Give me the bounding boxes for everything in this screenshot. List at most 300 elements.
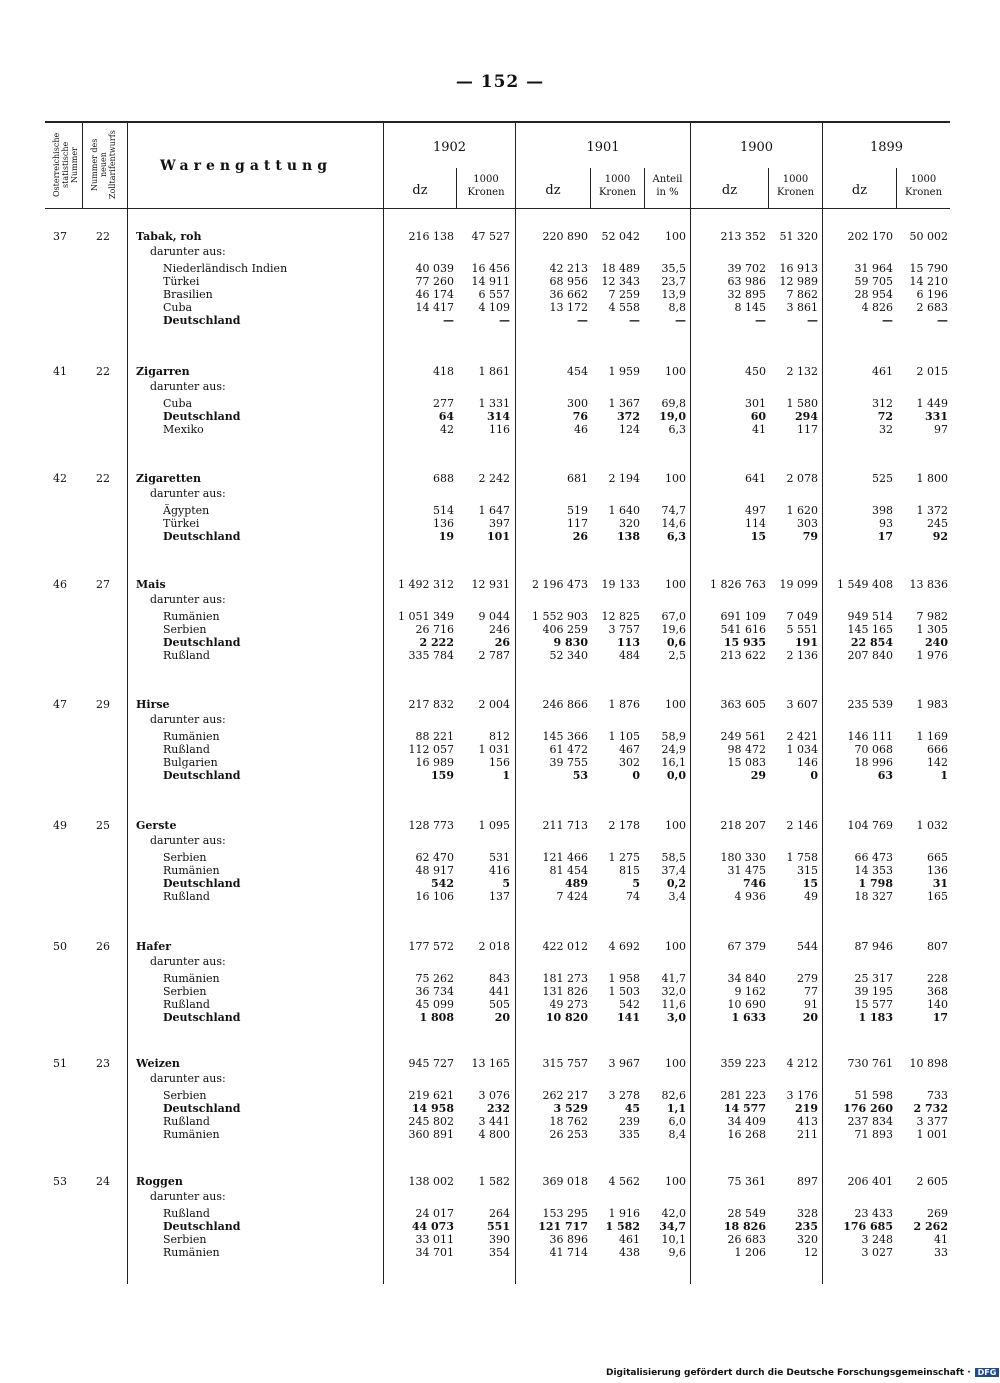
value-cell: 2 421 [786, 730, 818, 743]
value-cell: 93 [879, 517, 893, 530]
country-name: Rumänien [163, 972, 220, 985]
value-cell: 6,0 [668, 1115, 686, 1128]
value-cell: 3 176 [786, 1089, 818, 1102]
stat-number: 47 [53, 698, 67, 711]
value-cell: 46 [574, 423, 588, 436]
country-row [0, 410, 1000, 423]
value-cell: 2 146 [786, 819, 818, 832]
stat-number: 53 [53, 1175, 67, 1188]
value-cell: 406 259 [542, 623, 588, 636]
value-cell: 279 [797, 972, 818, 985]
value-cell: 15 [750, 530, 766, 543]
value-cell: 32 [879, 423, 893, 436]
value-cell: 416 [489, 864, 510, 877]
value-cell: 8 145 [734, 301, 766, 314]
value-cell: 52 340 [549, 649, 588, 662]
header-dz-1899: dz [851, 183, 868, 198]
country-row [0, 769, 1000, 782]
kronen-label: Kronen [776, 187, 815, 198]
value-cell: — [629, 314, 640, 327]
value-cell: 217 832 [408, 698, 454, 711]
value-cell: 165 [927, 890, 948, 903]
value-cell: 20 [802, 1011, 818, 1024]
value-cell: 3 076 [478, 1089, 510, 1102]
value-cell: 72 [877, 410, 893, 423]
value-cell: 688 [433, 472, 454, 485]
value-cell: 101 [487, 530, 510, 543]
value-cell: 12 825 [601, 610, 640, 623]
value-cell: 11,6 [661, 998, 686, 1011]
value-cell: 249 561 [720, 730, 766, 743]
country-name: Türkei [163, 517, 200, 530]
kronen-label: Kronen [598, 187, 637, 198]
country-row [0, 998, 1000, 1011]
value-cell: 176 260 [843, 1102, 893, 1115]
header-warengattung: Warengattung [160, 158, 332, 174]
country-name: Deutschland [163, 636, 241, 649]
value-cell: — [755, 314, 766, 327]
stat-number: 51 [53, 1057, 67, 1070]
commodity-name: Roggen [136, 1175, 183, 1188]
value-cell: — [499, 314, 510, 327]
year-1902: 1902 [432, 140, 467, 155]
value-cell: 0,6 [666, 636, 686, 649]
value-cell: 53 [572, 769, 588, 782]
zoll-number: 26 [96, 940, 110, 953]
zoll-number: 22 [96, 472, 110, 485]
value-cell: 91 [804, 998, 818, 1011]
country-row [0, 1089, 1000, 1102]
country-name: Deutschland [163, 410, 241, 423]
value-cell: 13 165 [471, 1057, 510, 1070]
value-cell: 131 826 [542, 985, 588, 998]
value-cell: 41 [934, 1233, 948, 1246]
value-cell: 92 [932, 530, 948, 543]
value-cell: 397 [489, 517, 510, 530]
country-name: Deutschland [163, 314, 241, 327]
col-divider-stat [82, 121, 83, 209]
country-row [0, 877, 1000, 890]
group-header-row [0, 472, 1000, 485]
value-cell: 145 165 [847, 623, 893, 636]
value-cell: 9 044 [478, 610, 510, 623]
value-cell: 1 305 [916, 623, 948, 636]
value-cell: 360 891 [408, 1128, 454, 1141]
country-name: Rußland [163, 890, 210, 903]
value-cell: 100 [665, 698, 686, 711]
value-cell: 32,0 [661, 985, 686, 998]
value-cell: 124 [619, 423, 640, 436]
value-cell: 12 989 [779, 275, 818, 288]
value-cell: 1 105 [608, 730, 640, 743]
value-cell: 68 956 [549, 275, 588, 288]
value-cell: 2 222 [419, 636, 454, 649]
value-cell: 23,7 [661, 275, 686, 288]
value-cell: 26 683 [727, 1233, 766, 1246]
value-cell: 35,5 [661, 262, 686, 275]
darunter-row [0, 955, 1000, 968]
value-cell: 177 572 [408, 940, 454, 953]
value-cell: 59 705 [854, 275, 893, 288]
value-cell: 62 470 [415, 851, 454, 864]
value-cell: 180 330 [720, 851, 766, 864]
value-cell: 41 [752, 423, 766, 436]
value-cell: 17 [877, 530, 893, 543]
value-cell: 302 [619, 756, 640, 769]
country-row [0, 1011, 1000, 1024]
value-cell: 28 954 [854, 288, 893, 301]
year-1900: 1900 [739, 140, 774, 155]
value-cell: 5 [502, 877, 510, 890]
value-cell: 16,1 [661, 756, 686, 769]
zoll-number: 22 [96, 230, 110, 243]
commodity-name: Hafer [136, 940, 172, 953]
value-cell: 42,0 [661, 1207, 686, 1220]
value-cell: 354 [489, 1246, 510, 1259]
value-cell: 422 012 [542, 940, 588, 953]
value-cell: 514 [433, 504, 454, 517]
country-row [0, 1220, 1000, 1233]
value-cell: 14 577 [723, 1102, 766, 1115]
value-cell: 34 409 [727, 1115, 766, 1128]
year-1901: 1901 [586, 140, 620, 155]
country-row [0, 972, 1000, 985]
value-cell: 314 [487, 410, 510, 423]
value-cell: 1 580 [786, 397, 818, 410]
value-cell: 69,8 [661, 397, 686, 410]
country-row [0, 985, 1000, 998]
value-cell: 235 [795, 1220, 818, 1233]
commodity-name: Gerste [136, 819, 177, 832]
value-cell: 454 [567, 365, 588, 378]
darunter-label: darunter aus: [150, 1072, 226, 1085]
country-row [0, 288, 1000, 301]
country-name: Rußland [163, 743, 210, 756]
value-cell: 14 417 [415, 301, 454, 314]
value-cell: 489 [565, 877, 588, 890]
value-cell: 48 917 [415, 864, 454, 877]
value-cell: 9 830 [553, 636, 588, 649]
country-row [0, 504, 1000, 517]
value-cell: 45 099 [415, 998, 454, 1011]
value-cell: 232 [487, 1102, 510, 1115]
value-cell: 497 [745, 504, 766, 517]
commodity-name: Tabak, roh [136, 230, 202, 243]
value-cell: 3 861 [786, 301, 818, 314]
value-cell: 145 366 [542, 730, 588, 743]
value-cell: 843 [489, 972, 510, 985]
value-cell: 3 377 [916, 1115, 948, 1128]
value-cell: 1,1 [666, 1102, 686, 1115]
country-row [0, 851, 1000, 864]
value-cell: 1 582 [605, 1220, 640, 1233]
value-cell: 235 539 [847, 698, 893, 711]
value-cell: 264 [489, 1207, 510, 1220]
value-cell: 2 242 [478, 472, 510, 485]
value-cell: 112 057 [408, 743, 454, 756]
group-header-row [0, 1175, 1000, 1188]
value-cell: 29 [750, 769, 766, 782]
value-cell: 100 [665, 472, 686, 485]
value-cell: 117 [797, 423, 818, 436]
value-cell: 413 [797, 1115, 818, 1128]
value-cell: 2 004 [478, 698, 510, 711]
value-cell: 39 195 [854, 985, 893, 998]
darunter-label: darunter aus: [150, 245, 226, 258]
value-cell: 33 011 [415, 1233, 454, 1246]
value-cell: 76 [572, 410, 588, 423]
value-cell: 2 178 [608, 819, 640, 832]
value-cell: 42 [440, 423, 454, 436]
value-cell: 315 757 [542, 1057, 588, 1070]
value-cell: 20 [494, 1011, 510, 1024]
country-row [0, 1102, 1000, 1115]
country-row [0, 530, 1000, 543]
value-cell: 0,2 [666, 877, 686, 890]
value-cell: 372 [617, 410, 640, 423]
value-cell: 3 248 [861, 1233, 893, 1246]
country-row [0, 275, 1000, 288]
value-cell: 3 607 [786, 698, 818, 711]
value-cell: 181 273 [542, 972, 588, 985]
country-row [0, 649, 1000, 662]
value-cell: 58,9 [661, 730, 686, 743]
value-cell: 47 527 [471, 230, 510, 243]
value-cell: 6,3 [668, 423, 686, 436]
value-cell: 61 472 [549, 743, 588, 756]
country-name: Serbien [163, 1089, 207, 1102]
darunter-label: darunter aus: [150, 487, 226, 500]
value-cell: 3 278 [608, 1089, 640, 1102]
value-cell: 1 959 [608, 365, 640, 378]
value-cell: 40 039 [415, 262, 454, 275]
value-cell: 542 [619, 998, 640, 1011]
value-cell: 2 196 473 [532, 578, 588, 591]
value-cell: 70 068 [854, 743, 893, 756]
commodity-name: Hirse [136, 698, 170, 711]
darunter-row [0, 487, 1000, 500]
country-row [0, 1128, 1000, 1141]
value-cell: 60 [750, 410, 766, 423]
country-name: Bulgarien [163, 756, 218, 769]
value-cell: 812 [489, 730, 510, 743]
value-cell: 3 441 [478, 1115, 510, 1128]
darunter-label: darunter aus: [150, 834, 226, 847]
value-cell: 146 [797, 756, 818, 769]
value-cell: 220 890 [542, 230, 588, 243]
value-cell: 1 331 [478, 397, 510, 410]
header-stat-number: Österreichische statistische Nummer [52, 132, 79, 198]
value-cell: 359 223 [720, 1057, 766, 1070]
value-cell: 320 [619, 517, 640, 530]
group-header-row [0, 230, 1000, 243]
value-cell: 2 605 [916, 1175, 948, 1188]
value-cell: 269 [927, 1207, 948, 1220]
value-cell: 5 551 [786, 623, 818, 636]
value-cell: 2 194 [608, 472, 640, 485]
value-cell: 44 073 [411, 1220, 454, 1233]
value-cell: 1 034 [786, 743, 818, 756]
value-cell: 666 [927, 743, 948, 756]
value-cell: 4 692 [608, 940, 640, 953]
value-cell: 24,9 [661, 743, 686, 756]
value-cell: 7 049 [786, 610, 818, 623]
darunter-row [0, 593, 1000, 606]
value-cell: 45 [624, 1102, 640, 1115]
value-cell: 176 685 [843, 1220, 893, 1233]
kronen-label: Kronen [467, 187, 505, 198]
value-cell: 16 456 [471, 262, 510, 275]
value-cell: 441 [489, 985, 510, 998]
value-cell: 312 [872, 397, 893, 410]
value-cell: 12 343 [601, 275, 640, 288]
value-cell: 1 031 [478, 743, 510, 756]
darunter-label: darunter aus: [150, 713, 226, 726]
value-cell: 159 [431, 769, 454, 782]
footer-credit [606, 1368, 999, 1378]
value-cell: 0,0 [666, 769, 686, 782]
country-name: Rumänien [163, 1128, 220, 1141]
country-name: Niederländisch Indien [163, 262, 288, 275]
value-cell: 1 826 763 [710, 578, 766, 591]
value-cell: 31 964 [854, 262, 893, 275]
value-cell: 7 424 [556, 890, 588, 903]
value-cell: 15 935 [723, 636, 766, 649]
value-cell: 18 327 [854, 890, 893, 903]
value-cell: 26 253 [549, 1128, 588, 1141]
page-number: — 152 — [455, 72, 545, 92]
country-name: Rumänien [163, 1246, 220, 1259]
value-cell: 398 [872, 504, 893, 517]
value-cell: 31 475 [727, 864, 766, 877]
value-cell: 206 401 [847, 1175, 893, 1188]
country-row [0, 1207, 1000, 1220]
value-cell: 138 [617, 530, 640, 543]
country-row [0, 864, 1000, 877]
value-cell: 146 111 [847, 730, 893, 743]
value-cell: 100 [665, 365, 686, 378]
value-cell: 1 808 [419, 1011, 454, 1024]
country-row [0, 1246, 1000, 1259]
value-cell: 1 633 [731, 1011, 766, 1024]
value-cell: 2 787 [478, 649, 510, 662]
value-cell: 281 223 [720, 1089, 766, 1102]
country-name: Deutschland [163, 530, 241, 543]
value-cell: 8,8 [668, 301, 686, 314]
value-cell: 202 170 [847, 230, 893, 243]
value-cell: 2 262 [913, 1220, 948, 1233]
value-cell: 368 [927, 985, 948, 998]
value-cell: 2,5 [668, 649, 686, 662]
value-cell: 6 196 [916, 288, 948, 301]
value-cell: 945 727 [408, 1057, 454, 1070]
value-cell: 34,7 [659, 1220, 686, 1233]
value-cell: 542 [431, 877, 454, 890]
value-cell: 544 [797, 940, 818, 953]
value-cell: 87 946 [854, 940, 893, 953]
country-row [0, 756, 1000, 769]
darunter-row [0, 380, 1000, 393]
value-cell: 67,0 [661, 610, 686, 623]
value-cell: 4 109 [478, 301, 510, 314]
value-cell: 23 433 [854, 1207, 893, 1220]
value-cell: 39 702 [727, 262, 766, 275]
value-cell: 665 [927, 851, 948, 864]
value-cell: 4 826 [861, 301, 893, 314]
value-cell: 42 213 [549, 262, 588, 275]
value-cell: 138 002 [408, 1175, 454, 1188]
header-kronen-1902 [457, 173, 515, 199]
value-cell: 63 986 [727, 275, 766, 288]
value-cell: 6,3 [666, 530, 686, 543]
value-cell: 33 [934, 1246, 948, 1259]
value-cell: 461 [619, 1233, 640, 1246]
value-cell: 294 [795, 410, 818, 423]
country-name: Deutschland [163, 877, 241, 890]
value-cell: 211 713 [542, 819, 588, 832]
country-name: Türkei [163, 275, 200, 288]
zoll-number: 25 [96, 819, 110, 832]
value-cell: 1 958 [608, 972, 640, 985]
group-header-row [0, 1057, 1000, 1070]
value-cell: 681 [567, 472, 588, 485]
value-cell: 240 [925, 636, 948, 649]
stat-number: 50 [53, 940, 67, 953]
country-name: Deutschland [163, 1220, 241, 1233]
value-cell: 67 379 [727, 940, 766, 953]
country-name: Rußland [163, 1207, 210, 1220]
value-cell: 4 562 [608, 1175, 640, 1188]
value-cell: 2 015 [916, 365, 948, 378]
country-row [0, 743, 1000, 756]
value-cell: 461 [872, 365, 893, 378]
darunter-row [0, 1072, 1000, 1085]
value-cell: 34 701 [415, 1246, 454, 1259]
value-cell: 320 [797, 1233, 818, 1246]
value-cell: 1 051 349 [398, 610, 454, 623]
value-cell: 1 758 [786, 851, 818, 864]
value-cell: 363 605 [720, 698, 766, 711]
dfg-logo: DFG [975, 1368, 1000, 1377]
value-cell: 1 095 [478, 819, 510, 832]
country-row [0, 423, 1000, 436]
value-cell: 467 [619, 743, 640, 756]
value-cell: 0 [810, 769, 818, 782]
value-cell: 19 [438, 530, 454, 543]
value-cell: 15 577 [854, 998, 893, 1011]
header-bottom-rule [45, 208, 950, 209]
header-anteil-1901 [645, 173, 690, 199]
value-cell: 3 529 [553, 1102, 588, 1115]
value-cell: 34 840 [727, 972, 766, 985]
value-cell: 2 018 [478, 940, 510, 953]
value-cell: 733 [927, 1089, 948, 1102]
value-cell: 484 [619, 649, 640, 662]
value-cell: 1 582 [478, 1175, 510, 1188]
value-cell: 50 002 [909, 230, 948, 243]
country-name: Serbien [163, 623, 207, 636]
value-cell: 128 773 [408, 819, 454, 832]
value-cell: 10 690 [727, 998, 766, 1011]
value-cell: 7 259 [608, 288, 640, 301]
darunter-row [0, 713, 1000, 726]
value-cell: 1 503 [608, 985, 640, 998]
value-cell: 10 898 [909, 1057, 948, 1070]
value-cell: 1 275 [608, 851, 640, 864]
value-cell: 36 662 [549, 288, 588, 301]
value-cell: 1 032 [916, 819, 948, 832]
value-cell: 1 798 [858, 877, 893, 890]
